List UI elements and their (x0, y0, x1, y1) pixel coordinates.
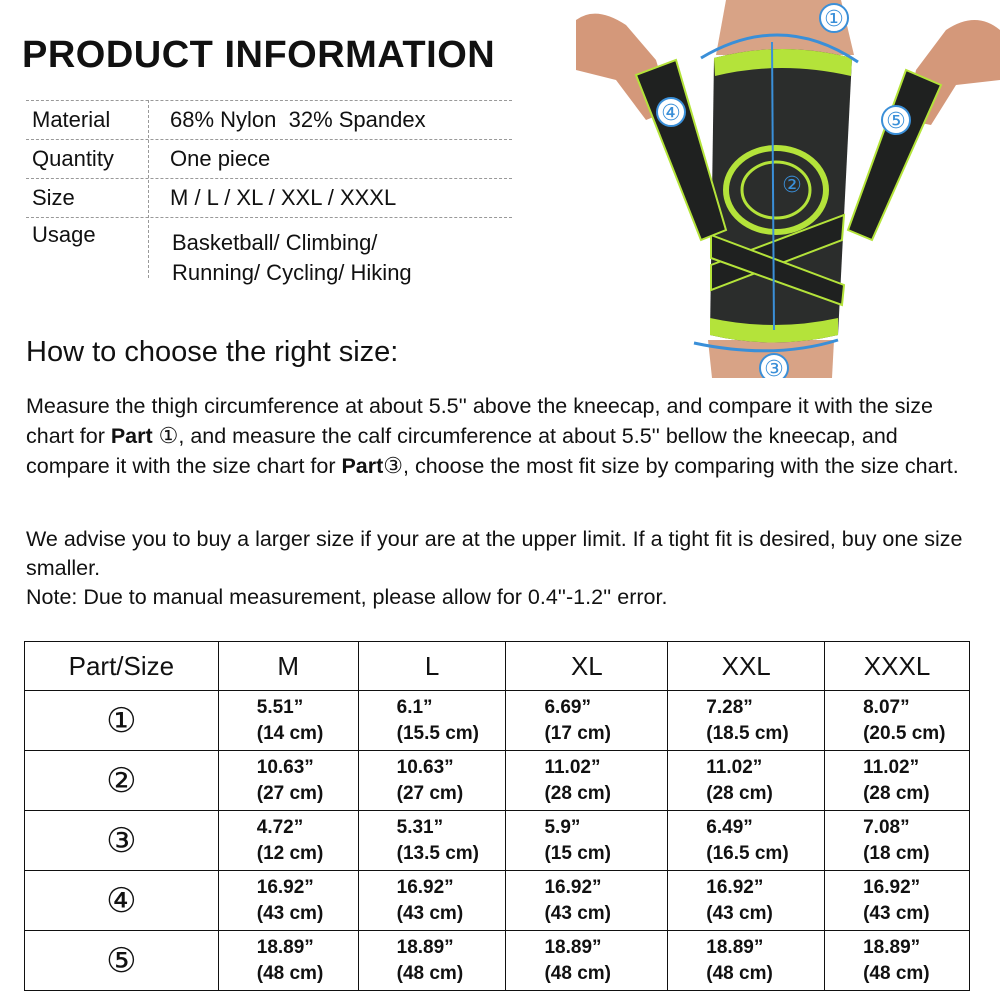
part-3-symbol: ③ (383, 453, 404, 478)
table-row (25, 931, 970, 991)
table-cell (218, 871, 358, 931)
table-cell (218, 931, 358, 991)
table-cell (506, 811, 668, 871)
info-row-usage (26, 218, 512, 298)
info-row-size (26, 179, 512, 218)
cm-value: (27 cm) (396, 782, 464, 804)
table-cell (825, 931, 970, 991)
table-cell (668, 751, 825, 811)
row-part-label: ② (25, 751, 219, 811)
inch-value: 10.63” (396, 756, 454, 778)
marker-3-label: ③ (764, 357, 784, 378)
info-value: M / L / XL / XXL / XXXL (170, 185, 397, 210)
header-size-m: M (218, 642, 358, 691)
header-size-l: L (358, 642, 506, 691)
inch-value: 5.31” (396, 816, 444, 838)
table-header-row (25, 642, 970, 691)
cm-value: (28 cm) (706, 782, 773, 804)
inch-value: 16.92” (863, 876, 921, 898)
info-value: 68% Nylon 32% Spandex (170, 107, 426, 132)
row-part-label: ⑤ (25, 931, 219, 991)
cm-value: (48 cm) (256, 962, 324, 984)
cm-value: (18.5 cm) (706, 722, 789, 744)
cm-value: (43 cm) (863, 902, 930, 924)
part-label: Part (341, 454, 384, 478)
info-key: Quantity (32, 146, 114, 171)
info-value: One piece (170, 146, 271, 171)
sizing-advice (26, 525, 966, 612)
inch-value: 16.92” (544, 876, 602, 898)
info-key: Usage (32, 222, 96, 247)
cm-value: (17 cm) (544, 722, 611, 744)
marker-4-label: ④ (661, 101, 681, 126)
inch-value: 6.1” (396, 696, 433, 718)
inch-value: 18.89” (863, 936, 921, 958)
row-part-label: ④ (25, 871, 219, 931)
cm-value: (28 cm) (863, 782, 930, 804)
product-info-table (26, 100, 512, 298)
table-cell (358, 871, 506, 931)
table-cell (668, 871, 825, 931)
cm-value: (16.5 cm) (706, 842, 789, 864)
inch-value: 11.02” (544, 756, 601, 778)
cm-value: (43 cm) (544, 902, 611, 924)
usage-line-1: Basketball/ Climbing/ (172, 230, 378, 255)
table-cell (668, 931, 825, 991)
info-row-quantity (26, 140, 512, 179)
table-cell (506, 871, 668, 931)
row-part-label: ① (25, 691, 219, 751)
inch-value: 11.02” (706, 756, 763, 778)
header-size-xxl: XXL (668, 642, 825, 691)
cm-value: (28 cm) (544, 782, 611, 804)
usage-line-2: Running/ Cycling/ Hiking (172, 260, 412, 285)
table-row (25, 751, 970, 811)
inch-value: 11.02” (863, 756, 920, 778)
table-cell (506, 751, 668, 811)
size-guide-heading: How to choose the right size: (26, 336, 399, 368)
inch-value: 18.89” (706, 936, 764, 958)
inch-value: 4.72” (256, 816, 304, 838)
text-segment: , choose the most fit size by comparing with the size chart. (403, 454, 959, 478)
table-cell (825, 871, 970, 931)
size-chart-table (24, 641, 970, 991)
table-cell (218, 751, 358, 811)
inch-value: 6.69” (544, 696, 591, 718)
info-key: Size (32, 185, 75, 210)
header-size-xxxl: XXXL (825, 642, 970, 691)
advice-text: We advise you to buy a larger size if your are at the upper limit. If a tight fit is desired, buy one size smaller. (26, 527, 963, 580)
table-cell (218, 811, 358, 871)
header-part-size: Part/Size (25, 642, 219, 691)
inch-value: 7.28” (706, 696, 753, 718)
info-row-material (26, 100, 512, 140)
cm-value: (27 cm) (256, 782, 324, 804)
table-cell (358, 931, 506, 991)
cm-value: (48 cm) (396, 962, 464, 984)
cm-value: (48 cm) (544, 962, 611, 984)
cm-value: (43 cm) (396, 902, 464, 924)
info-value (154, 222, 412, 298)
table-cell (358, 691, 506, 751)
inch-value: 16.92” (256, 876, 314, 898)
cm-value: (12 cm) (256, 842, 324, 864)
table-cell (358, 811, 506, 871)
inch-value: 18.89” (396, 936, 454, 958)
table-cell (358, 751, 506, 811)
cm-value: (15.5 cm) (396, 722, 479, 744)
header-size-xl: XL (506, 642, 668, 691)
table-row (25, 871, 970, 931)
cm-value: (14 cm) (256, 722, 324, 744)
table-cell (825, 691, 970, 751)
part-1-symbol: ① (158, 423, 179, 448)
info-key: Material (32, 107, 111, 132)
inch-value: 5.51” (256, 696, 304, 718)
inch-value: 18.89” (544, 936, 602, 958)
inch-value: 16.92” (396, 876, 454, 898)
cm-value: (48 cm) (706, 962, 773, 984)
inch-value: 18.89” (256, 936, 314, 958)
table-cell (506, 931, 668, 991)
table-row (25, 691, 970, 751)
inch-value: 5.9” (544, 816, 581, 838)
marker-5-label: ⑤ (886, 109, 906, 134)
table-cell (668, 811, 825, 871)
row-part-label: ③ (25, 811, 219, 871)
cm-value: (48 cm) (863, 962, 930, 984)
inch-value: 16.92” (706, 876, 764, 898)
table-cell (506, 691, 668, 751)
cm-value: (13.5 cm) (396, 842, 479, 864)
cm-value: (43 cm) (706, 902, 773, 924)
note-text: Note: Due to manual measurement, please allow for 0.4''-1.2'' error. (26, 585, 668, 609)
cm-value: (15 cm) (544, 842, 611, 864)
text-segment: , and measure the calf circumference at about 5.5'' bellow the kneecap, and compare it with the size chart for (26, 424, 898, 478)
table-cell (668, 691, 825, 751)
cm-value: (20.5 cm) (863, 722, 946, 744)
cm-value: (43 cm) (256, 902, 324, 924)
inch-value: 10.63” (256, 756, 314, 778)
table-cell (825, 751, 970, 811)
text-segment: Measure the thigh circumference at about 5.5'' above the kneecap, and compare it with the size chart for (26, 394, 933, 448)
page-title: PRODUCT INFORMATION (22, 34, 496, 76)
inch-value: 6.49” (706, 816, 753, 838)
inch-value: 7.08” (863, 816, 910, 838)
table-row (25, 811, 970, 871)
marker-2-label: ② (782, 173, 802, 198)
marker-1-label: ① (824, 7, 844, 32)
inch-value: 8.07” (863, 696, 910, 718)
cm-value: (18 cm) (863, 842, 930, 864)
table-cell (825, 811, 970, 871)
knee-sleeve-photo (576, 0, 1000, 378)
measure-instructions (26, 392, 966, 481)
part-label: Part (110, 424, 153, 448)
table-cell (218, 691, 358, 751)
